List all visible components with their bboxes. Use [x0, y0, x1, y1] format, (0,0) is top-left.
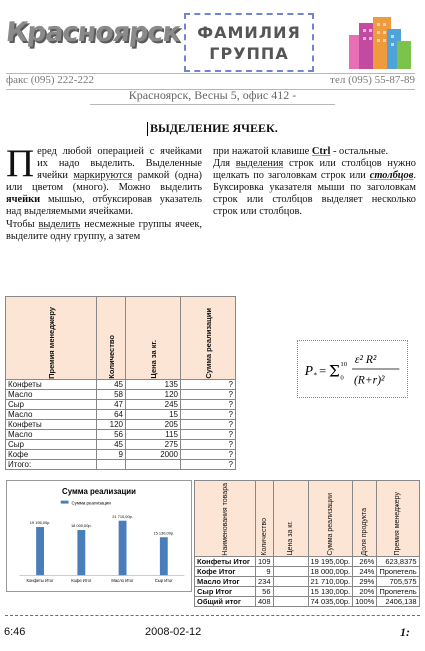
table-cell: 26%	[353, 556, 377, 566]
header-label: Цена за кг.	[148, 340, 158, 379]
table-cell: 29%	[353, 576, 377, 586]
table-cell: 45	[97, 440, 126, 450]
table-cell: Кофе	[6, 450, 97, 460]
text-run: - остальные.	[332, 146, 389, 157]
table-cell: ?	[181, 450, 236, 460]
header-label: Количество	[260, 518, 268, 556]
text-run: строк или столбцов нужно щелкать по заголовкам строк или	[213, 158, 416, 182]
table-cell	[273, 556, 308, 566]
sales-table-body	[6, 380, 236, 470]
table-cell: Пропетель	[377, 566, 419, 576]
summary-table-body	[195, 556, 420, 606]
table-cell: 234	[256, 576, 274, 586]
table-cell: Итого:	[6, 460, 97, 470]
chart-title: Сумма реализации	[62, 486, 136, 496]
table-cell: 24%	[353, 566, 377, 576]
table-header-row	[195, 481, 420, 557]
address-divider	[90, 104, 335, 105]
header-cell	[126, 297, 181, 380]
table-cell: ?	[181, 400, 236, 410]
text-run: ячейки	[6, 194, 41, 206]
header-label: Наименования товара	[221, 483, 229, 556]
table-row	[195, 566, 420, 576]
header-cell	[181, 297, 236, 380]
chart-legend: Сумма реализации	[71, 500, 111, 506]
chart-bar	[77, 530, 85, 575]
chart-category-label: Сыр Итог	[154, 578, 173, 584]
table-cell: Сыр Итог	[195, 586, 256, 596]
table-cell: Общий итог	[195, 596, 256, 606]
chart-bar	[160, 537, 168, 575]
formula-lhs-sub: *	[313, 370, 318, 380]
table-cell: 64	[97, 410, 126, 420]
header-cell	[97, 297, 126, 380]
table-cell	[273, 576, 308, 586]
header-cell	[308, 481, 353, 557]
table-row	[6, 440, 236, 450]
table-cell: 18 000,00р.	[308, 566, 353, 576]
table-cell: 21 710,00р.	[308, 576, 353, 586]
table-cell: Пропетель	[377, 586, 419, 596]
table-cell: 56	[97, 430, 126, 440]
text-run: . Буксировка указателя мыши по заголовкам строк или столбцов выделяет несколько строк или столбцов.	[213, 170, 416, 218]
table-row	[6, 380, 236, 390]
address-text: Красноярск, Весны 5, офис 412 -	[128, 88, 297, 102]
table-cell	[126, 460, 181, 470]
table-cell: ?	[181, 440, 236, 450]
table-row	[6, 420, 236, 430]
table-cell: ?	[181, 420, 236, 430]
buildings-icon	[345, 15, 415, 70]
brand-line-2: ГРУППА	[209, 44, 289, 63]
header-label: Доля продукта	[361, 508, 369, 556]
table-cell: 15	[126, 410, 181, 420]
table-cell: 705,575	[377, 576, 419, 586]
table-cell: ?	[181, 380, 236, 390]
table-cell: 2406,138	[377, 596, 419, 606]
table-row	[195, 596, 420, 606]
table-cell	[273, 596, 308, 606]
chart-data-label: 15 130,00р.	[153, 530, 175, 536]
table-cell: 45	[97, 380, 126, 390]
table-row	[195, 586, 420, 596]
table-cell: Кофе Итог	[195, 566, 256, 576]
header-label: Премия менеджеру	[394, 492, 402, 556]
text-run: столбцов	[369, 170, 414, 182]
formula-denominator: (R+r)²	[353, 373, 385, 387]
footer-date: 2008-02-12	[145, 626, 202, 638]
table-row	[195, 576, 420, 586]
sum-icon: Σ	[328, 362, 340, 381]
text-run: рамкой (одна) или цветом (много). Можно выделить	[6, 170, 202, 194]
table-cell: 2000	[126, 450, 181, 460]
table-cell: 56	[256, 586, 274, 596]
text-run: Ctrl	[311, 146, 331, 157]
text-run: еред любой операцией с ячейками их надо выделить. Выделенные ячейки	[37, 146, 202, 182]
chart-bar	[36, 527, 44, 575]
formula-equals: =	[319, 363, 327, 378]
table-cell: 9	[97, 450, 126, 460]
brand-line-1: ФАМИЛИЯ	[197, 23, 301, 42]
table-cell: 115	[126, 430, 181, 440]
table-row	[6, 430, 236, 440]
chart-category-label: Масло Итог	[111, 578, 134, 584]
logo-text: Красноярск	[4, 17, 182, 48]
table-cell: Конфеты	[6, 380, 97, 390]
footer-divider	[5, 615, 420, 616]
text-run: Для	[213, 158, 231, 170]
text-run: при нажатой клавише	[213, 146, 310, 157]
table-cell: 120	[97, 420, 126, 430]
table-cell: Масло	[6, 390, 97, 400]
chart-data-label: 21 710,00р.	[112, 513, 133, 519]
table-cell: Масло Итог	[195, 576, 256, 586]
text-run: выделить	[38, 218, 81, 230]
chart-category-label: Кофе Итог	[71, 578, 92, 584]
header-cell	[353, 481, 377, 557]
table-cell: 109	[256, 556, 274, 566]
article-right-column	[213, 146, 416, 219]
header-label: Цена за кг.	[287, 521, 295, 556]
table-row	[6, 410, 236, 420]
table-cell	[97, 460, 126, 470]
phone-text: тел (095) 55-87-89	[330, 74, 415, 86]
table-cell: 58	[97, 390, 126, 400]
header-label: Количество	[106, 335, 116, 379]
drop-cap: П	[6, 142, 35, 185]
table-cell: 74 035,00р.	[308, 596, 353, 606]
text-run: мышью, отбуксировав указатель над выделяемыми ячейками.	[6, 194, 202, 218]
header-cell	[273, 481, 308, 557]
table-cell: ?	[181, 410, 236, 420]
text-run: несмежные группы ячеек, выделите одну группу, а затем	[6, 218, 202, 242]
header-label: Сумма реализации	[203, 308, 213, 379]
table-row	[195, 556, 420, 566]
header-cell	[256, 481, 274, 557]
table-cell: 275	[126, 440, 181, 450]
chart-data-label: 19 195,00р.	[29, 520, 51, 526]
table-cell: Масло	[6, 410, 97, 420]
table-row	[6, 450, 236, 460]
header-cell	[377, 481, 419, 557]
summary-table	[194, 480, 420, 607]
table-cell: 120	[126, 390, 181, 400]
table-cell: Сыр	[6, 400, 97, 410]
formula-sum-upper: 10	[340, 361, 348, 369]
table-cell	[273, 586, 308, 596]
footer-page-number: 1:	[400, 625, 410, 639]
chart-bar	[119, 521, 127, 576]
table-cell: 135	[126, 380, 181, 390]
table-row	[6, 460, 236, 470]
text-run: Чтобы	[6, 218, 35, 230]
header-cell	[6, 297, 97, 380]
table-cell	[273, 566, 308, 576]
text-run: выделения	[235, 158, 284, 170]
legend-swatch	[61, 501, 69, 504]
formula-sum-lower: 0	[340, 374, 344, 382]
table-cell: Конфеты Итог	[195, 556, 256, 566]
table-cell: 205	[126, 420, 181, 430]
table-cell: 623,8375	[377, 556, 419, 566]
chart-data-label: 18 000,00р.	[71, 523, 92, 529]
brand-box	[184, 13, 314, 72]
article-heading: ВЫДЕЛЕНИЕ ЯЧЕЕК.	[150, 121, 278, 135]
table-cell: ?	[181, 460, 236, 470]
table-cell: 47	[97, 400, 126, 410]
table-cell: 100%	[353, 596, 377, 606]
formula	[297, 340, 408, 398]
table-cell: 408	[256, 596, 274, 606]
table-cell: ?	[181, 430, 236, 440]
text-run: маркируются	[73, 170, 133, 182]
table-cell: 245	[126, 400, 181, 410]
chart-bars	[19, 514, 184, 583]
table-cell: Сыр	[6, 440, 97, 450]
fax-text: факс (095) 222-222	[6, 74, 94, 86]
table-header-row	[6, 297, 236, 380]
header-label: Сумма реализации	[326, 493, 334, 556]
table-cell: Масло	[6, 430, 97, 440]
sales-table	[5, 296, 236, 470]
header-label: Премия менеджеру	[46, 307, 56, 379]
table-cell: 20%	[353, 586, 377, 596]
table-cell: Конфеты	[6, 420, 97, 430]
table-cell: 15 130,00р.	[308, 586, 353, 596]
table-cell: 9	[256, 566, 274, 576]
article-left-column	[6, 142, 202, 243]
footer-time: 6:46	[4, 626, 26, 638]
formula-lhs: P	[304, 362, 313, 378]
table-row	[6, 390, 236, 400]
formula-numerator: ε² R²	[354, 353, 377, 367]
sales-chart	[6, 480, 192, 592]
table-cell: 19 195,00р.	[308, 556, 353, 566]
table-cell: ?	[181, 390, 236, 400]
chart-category-label: Конфеты Итог	[26, 578, 54, 584]
header-cell	[195, 481, 256, 557]
table-row	[6, 400, 236, 410]
